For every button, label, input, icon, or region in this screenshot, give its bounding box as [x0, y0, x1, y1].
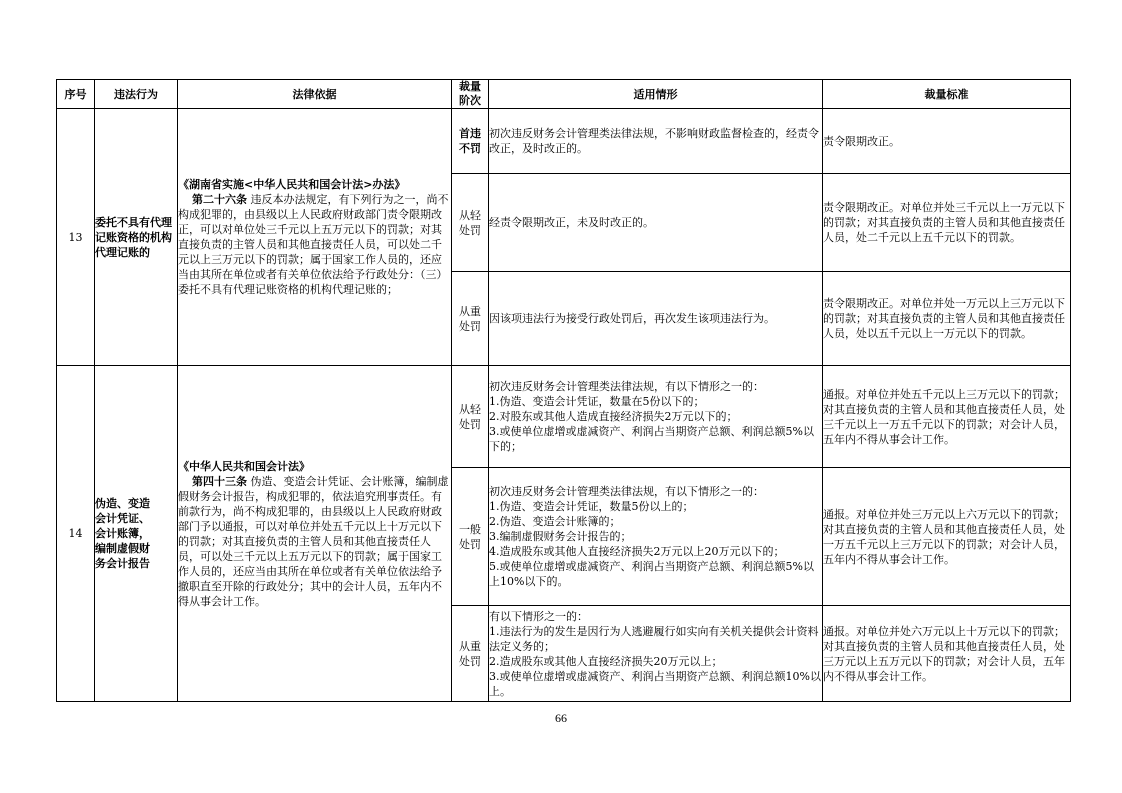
- legal-basis: [178, 109, 452, 366]
- header-row: [57, 80, 1071, 109]
- tier-situation: 经责令限期改正，未及时改正的。: [489, 174, 823, 272]
- situation-line: 1.伪造、变造会计凭证，数量5份以上的；: [489, 500, 694, 513]
- tier-standard: 责令限期改正。对单位并处一万元以上三万元以下的罚款；对其直接负责的主管人员和其他直接责任人员，处以五千元以上一万元以下的罚款。: [823, 272, 1071, 366]
- tier-standard: 通报。对单位并处六万元以上十万元以下的罚款；对其直接负责的主管人员和其他直接责任人员，处三万元以上五万元以下的罚款；对会计人员，五年内不得从事会计工作。: [823, 606, 1071, 702]
- tier-level-line2: 处罚: [459, 223, 481, 237]
- tier-level-line1: 首违: [459, 127, 481, 140]
- basis-article: 第四十三条: [192, 474, 247, 488]
- basis-text: 伪造、变造会计凭证、会计账簿，编制虚假财务会计报告，构成犯罪的，依法追究刑事责任。有前款行为，尚不构成犯罪的，由县级以上人民政府财政部门予以通报，可以对单位并处五千元以上十万元以下的罚款；对其直接负责的主管人员和其他直接责任人员，可以处三千元以上五万元以下的罚款；属于国家工作人员的，还应当由其所在单位或者有关单位依法给予撤职直至开除的行政处分；其中的会计人员，五年内不得从事会计工作。: [178, 474, 449, 608]
- tier-level-line2: 处罚: [459, 417, 481, 431]
- header-seq: 序号: [57, 80, 95, 109]
- situation-line: 1.违法行为的发生是因行为人逃避履行如实向有关机关提供会计资料法定义务的；: [489, 624, 819, 653]
- violation-act-line: 编制虚假财: [95, 542, 150, 555]
- situation-line: 2.对股东或其他人造成直接经济损失2万元以下的；: [489, 410, 738, 423]
- tier-level: [452, 109, 489, 174]
- header-level-line1: 裁量: [459, 80, 481, 93]
- situation-line: 2.造成股东或其他人直接经济损失20万元以上；: [489, 654, 723, 668]
- tier-standard: 责令限期改正。: [823, 109, 1071, 174]
- situation-line: 3.或使单位虚增或虚减资产、利润占当期资产总额、利润总额5%以下的；: [489, 425, 814, 453]
- tier-level-line2: 处罚: [459, 537, 481, 551]
- header-act: 违法行为: [95, 80, 178, 109]
- table-row: [57, 366, 1071, 468]
- situation-line: 5.或使单位虚增或虚减资产、利润占当期资产总额、利润总额5%以上10%以下的。: [489, 560, 814, 588]
- tier-situation: 因该项违法行为接受行政处罚后，再次发生该项违法行为。: [489, 272, 823, 366]
- situation-line: 有以下情形之一的：: [489, 609, 588, 623]
- header-standard: 裁量标准: [823, 80, 1071, 109]
- tier-situation: 初次违反财务会计管理类法律法规，不影响财政监督检查的，经责令改正，及时改正的。: [489, 109, 823, 174]
- header-basis: 法律依据: [178, 80, 452, 109]
- violation-act: 委托不具有代理记账资格的机构代理记账的: [95, 109, 178, 366]
- situation-line: 初次违反财务会计管理类法律法规，有以下情形之一的：: [489, 485, 764, 498]
- basis-title: 《中华人民共和国会计法》: [178, 459, 310, 473]
- tier-level: [452, 468, 489, 606]
- situation-line: 1.伪造、变造会计凭证，数量在5份以下的；: [489, 395, 705, 408]
- header-level-line2: 阶次: [459, 94, 481, 107]
- basis-article: 第二十六条: [192, 193, 247, 206]
- situation-line: 3.或使单位虚增或虚减资产、利润占当期资产总额、利润总额10%以上。: [489, 669, 821, 698]
- table-row: [57, 109, 1071, 174]
- tier-level: [452, 366, 489, 468]
- tier-level: [452, 606, 489, 702]
- tier-situation: [489, 366, 823, 468]
- tier-standard: 责令限期改正。对单位并处三千元以上一万元以下的罚款；对其直接负责的主管人员和其他直接责任人员，处二千元以上五千元以下的罚款。: [823, 174, 1071, 272]
- row-seq: 13: [57, 109, 95, 366]
- violation-act-line: 务会计报告: [95, 557, 150, 570]
- violation-act-line: 伪造、变造: [95, 497, 150, 510]
- tier-standard: 通报。对单位并处三万元以上六万元以下的罚款；对其直接负责的主管人员和其他直接责任人员，处一万五千元以上三万元以下的罚款；对会计人员，五年内不得从事会计工作。: [823, 468, 1071, 606]
- violation-act: [95, 366, 178, 702]
- situation-line: 3.编制虚假财务会计报告的；: [489, 530, 632, 543]
- row-seq: 14: [57, 366, 95, 702]
- tier-level-line1: 从重: [459, 304, 481, 318]
- basis-text: 违反本办法规定，有下列行为之一，尚不构成犯罪的，由县级以上人民政府财政部门责令限期改正，可以对单位处三千元以上五万元以下的罚款；对其直接负责的主管人员和其他直接责任人员，可以处二千元以上三万元以下的罚款；属于国家工作人员的，还应当由其所在单位或者有关单位依法给予行政处分：（三）委托不具有代理记账资格的机构代理记账的；: [178, 193, 449, 296]
- tier-level-line1: 从轻: [459, 402, 481, 416]
- legal-basis: [178, 366, 452, 702]
- tier-level-line2: 处罚: [459, 654, 481, 668]
- tier-level-line1: 一般: [459, 522, 481, 536]
- tier-level-line2: 处罚: [459, 319, 481, 333]
- violation-act-line: 会计账簿，: [95, 527, 150, 540]
- header-situation: 适用情形: [489, 80, 823, 109]
- situation-line: 4.造成股东或其他人直接经济损失2万元以上20万元以下的；: [489, 545, 785, 558]
- tier-standard: 通报。对单位并处五千元以上三万元以下的罚款；对其直接负责的主管人员和其他直接责任人员，处三千元以上一万五千元以下的罚款；对会计人员，五年内不得从事会计工作。: [823, 366, 1071, 468]
- situation-line: 初次违反财务会计管理类法律法规，有以下情形之一的：: [489, 380, 764, 393]
- violation-act-line: 会计凭证、: [95, 512, 150, 525]
- situation-line: 2.伪造、变造会计账簿的；: [489, 515, 621, 528]
- tier-situation: [489, 468, 823, 606]
- basis-title: 《湖南省实施<中华人民共和国会计法>办法》: [178, 178, 406, 191]
- tier-situation: [489, 606, 823, 702]
- page-number: 66: [555, 711, 567, 725]
- tier-level-line1: 从轻: [459, 208, 481, 222]
- tier-level: [452, 174, 489, 272]
- header-level: [452, 80, 489, 109]
- discretion-table: [56, 79, 1071, 702]
- tier-level-line2: 不罚: [459, 142, 481, 155]
- tier-level-line1: 从重: [459, 639, 481, 653]
- tier-level: [452, 272, 489, 366]
